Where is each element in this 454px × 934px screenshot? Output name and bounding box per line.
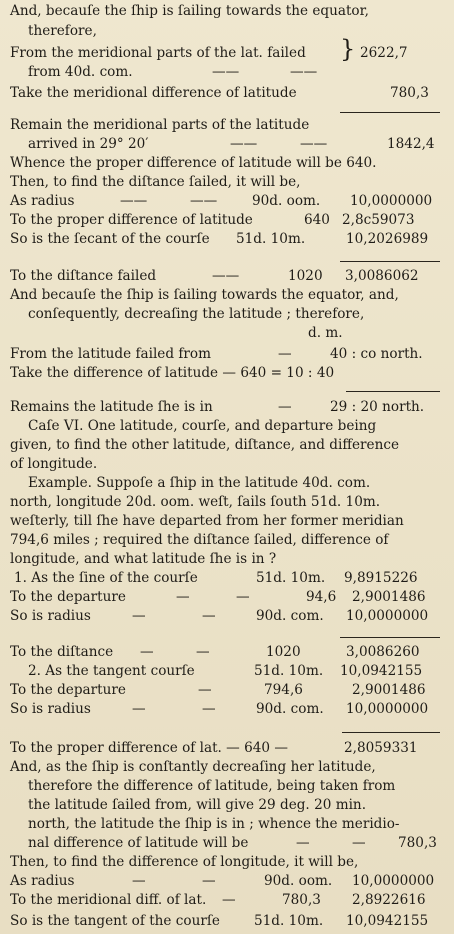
line-column: 2,9001486: [352, 682, 426, 698]
line-column: ——: [212, 64, 240, 80]
line-text: from 40d. com.: [28, 64, 133, 80]
line-column: 2,8059331: [344, 740, 418, 756]
line-column: —: [132, 873, 146, 889]
line-column: 90d. oom.: [252, 193, 321, 209]
line-column: 2,8922616: [352, 892, 426, 908]
line-column: 780,3: [390, 85, 429, 101]
line-column: 29 : 20 north.: [330, 399, 425, 415]
line-column: 3,0086260: [346, 644, 420, 660]
line-column: 10,0000000: [352, 873, 435, 889]
text-line: [0, 2, 454, 21]
line-column: —: [296, 835, 310, 851]
line-text: given, to find the other latitude, diſtance, and difference: [10, 437, 399, 453]
line-column: —: [202, 701, 216, 717]
line-text: Remain the meridional parts of the latitude: [10, 117, 310, 133]
line-column: —: [222, 892, 236, 908]
line-column: 90d. com.: [256, 701, 324, 717]
line-text: To the diſtance: [10, 644, 114, 660]
line-text: d. m.: [308, 325, 343, 341]
text-line: [0, 116, 454, 135]
line-text: To the departure: [10, 589, 126, 605]
text-line: [0, 22, 454, 41]
line-text: And becauſe the ſhip is ſailing towards the equator, and,: [10, 287, 399, 303]
line-column: 51d. 10m.: [254, 913, 324, 929]
line-text: To the proper difference of lat. — 640 —: [10, 740, 288, 756]
line-text: therefore the difference of latitude, being taken from: [28, 778, 396, 794]
line-column: —: [132, 701, 146, 717]
text-line: [0, 493, 454, 512]
line-column: —: [278, 399, 292, 415]
text-line: [0, 345, 454, 364]
line-text: And, as the ſhip is conſtantly decreaſing her latitude,: [10, 759, 376, 775]
line-column: ——: [120, 193, 148, 209]
text-line: [0, 84, 454, 103]
line-column: 90d. oom.: [264, 873, 333, 889]
line-text: To the diſtance failed: [10, 268, 157, 284]
line-column: 2622,7: [360, 45, 408, 61]
line-column: ——: [230, 136, 258, 152]
column-rule: [346, 391, 440, 392]
line-text: longitude, and what latitude ſhe is in ?: [10, 551, 277, 567]
line-text: arrived in 29° 20′: [28, 136, 149, 152]
text-line: [0, 796, 454, 815]
text-line: [0, 853, 454, 872]
line-text: So is the ſecant of the courſe: [10, 231, 210, 247]
line-text: therefore,: [28, 23, 97, 39]
text-line: [0, 607, 454, 626]
line-text: the latitude ſailed from, will give 29 deg. 20 min.: [28, 797, 367, 813]
text-line: [0, 305, 454, 324]
text-line: [0, 35, 454, 63]
line-text: Remains the latitude ſhe is in: [10, 399, 213, 415]
line-text: Whence the proper difference of latitude will be 640.: [10, 155, 377, 171]
line-text: north, the latitude the ſhip is in ; whence the meridio-: [28, 816, 400, 832]
text-line: [0, 230, 454, 249]
line-text: And, becauſe the ſhip is ſailing towards the equator,: [10, 3, 369, 19]
line-text: conſequently, decreaſing the latitude ; therefore,: [28, 306, 365, 322]
line-column: 1020: [288, 268, 323, 284]
line-text: So is radius: [10, 701, 91, 717]
line-column: 10,0000000: [346, 701, 429, 717]
line-column: 640: [304, 212, 330, 228]
line-text: 1. As the ſine of the courſe: [14, 570, 198, 586]
line-text: 794,6 miles ; required the diſtance ſailed, difference of: [10, 532, 389, 548]
text-line: [0, 436, 454, 455]
line-column: —: [236, 589, 250, 605]
line-column: ——: [300, 136, 328, 152]
line-column: 10,0000000: [350, 193, 433, 209]
text-line: [0, 643, 454, 662]
text-line: [0, 398, 454, 417]
line-column: 51d. 10m.: [236, 231, 306, 247]
line-column: 1020: [266, 644, 301, 660]
text-line: [0, 550, 454, 569]
line-column: 10,0942155: [340, 663, 423, 679]
line-column: 2,9001486: [352, 589, 426, 605]
line-text: As radius: [10, 193, 75, 209]
line-column: 94,6: [306, 589, 337, 605]
line-column: —: [176, 589, 190, 605]
text-line: [0, 267, 454, 286]
line-column: —: [202, 873, 216, 889]
line-text: 2. As the tangent courſe: [28, 663, 195, 679]
line-text: Take the meridional difference of latitude: [10, 85, 297, 101]
text-line: [0, 135, 454, 154]
text-line: [0, 758, 454, 777]
column-rule: [340, 261, 440, 262]
text-line: [0, 834, 454, 853]
line-text: of longitude.: [10, 456, 98, 472]
line-column: 10,0000000: [346, 608, 429, 624]
line-text: From the latitude failed from: [10, 346, 211, 362]
line-column: —: [198, 682, 212, 698]
text-line: [0, 455, 454, 474]
line-column: —: [278, 346, 292, 362]
line-text: Then, to find the diſtance ſailed, it will be,: [10, 174, 301, 190]
line-text: nal difference of latitude will be: [28, 835, 249, 851]
line-column: 780,3: [282, 892, 321, 908]
line-column: —: [202, 608, 216, 624]
line-text: From the meridional parts of the lat. failed: [10, 45, 306, 61]
line-column: 1842,4: [387, 136, 435, 152]
text-line: [0, 588, 454, 607]
text-line: [0, 700, 454, 719]
text-line: [0, 777, 454, 796]
text-line: [0, 364, 454, 383]
column-rule: [340, 112, 440, 113]
text-line: [0, 192, 454, 211]
line-column: 90d. com.: [256, 608, 324, 624]
line-text: weſterly, till ſhe have departed from her former meridian: [10, 513, 404, 529]
line-column: 10,0942155: [346, 913, 429, 929]
text-line: [0, 154, 454, 173]
line-text: Then, to find the difference of longitude, it will be,: [10, 854, 359, 870]
column-rule: [340, 637, 440, 638]
text-line: [0, 173, 454, 192]
line-column: —: [140, 644, 154, 660]
line-text: So is radius: [10, 608, 91, 624]
line-text: To the proper difference of latitude: [10, 212, 253, 228]
line-text: north, longitude 20d. oom. weſt, ſails ſouth 51d. 10m.: [10, 494, 381, 510]
line-column: }: [340, 35, 356, 63]
line-column: —: [352, 835, 366, 851]
text-line: [0, 662, 454, 681]
line-column: —: [196, 644, 210, 660]
line-column: 780,3: [398, 835, 437, 851]
line-column: 10,2026989: [346, 231, 429, 247]
text-line: [0, 872, 454, 891]
line-column: 9,8915226: [344, 570, 418, 586]
line-text: To the departure: [10, 682, 126, 698]
text-line: [0, 739, 454, 758]
line-text: So is the tangent of the courſe: [10, 913, 220, 929]
text-line: [0, 891, 454, 910]
line-column: 51d. 10m.: [256, 570, 326, 586]
text-line: [0, 417, 454, 436]
text-line: [0, 569, 454, 588]
line-text: As radius: [10, 873, 75, 889]
text-line: [0, 286, 454, 305]
text-line: [0, 63, 454, 82]
line-text: Take the difference of latitude — 640 = 10 : 40: [10, 365, 335, 381]
text-line: [0, 211, 454, 230]
text-line: [0, 474, 454, 493]
text-line: [0, 324, 454, 343]
text-line: [0, 912, 454, 931]
line-column: 40 : co north.: [330, 346, 423, 362]
line-column: ——: [190, 193, 218, 209]
line-column: 794,6: [264, 682, 303, 698]
text-line: [0, 531, 454, 550]
line-column: ——: [212, 268, 240, 284]
line-text: To the meridional diff. of lat.: [10, 892, 207, 908]
text-line: [0, 815, 454, 834]
line-column: —: [132, 608, 146, 624]
line-text: Example. Suppoſe a ſhip in the latitude 40d. com.: [28, 475, 371, 491]
line-column: 51d. 10m.: [254, 663, 324, 679]
column-rule: [342, 732, 440, 733]
line-text: Caſe VI. One latitude, courſe, and departure being: [28, 418, 377, 434]
text-line: [0, 681, 454, 700]
line-column: 3,0086062: [345, 268, 419, 284]
text-line: [0, 512, 454, 531]
line-column: ——: [290, 64, 318, 80]
line-column: 2,8c59073: [342, 212, 415, 228]
